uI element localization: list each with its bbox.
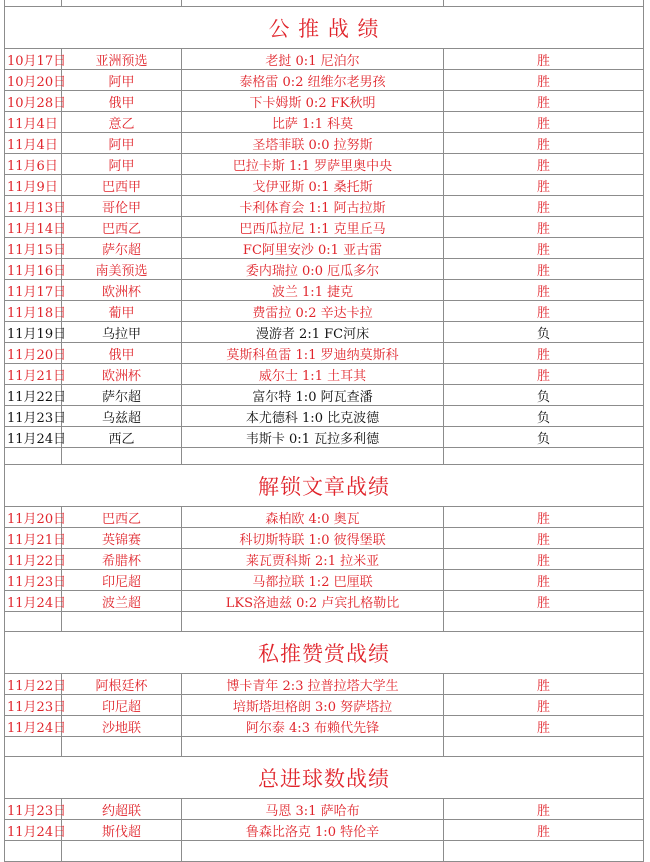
- match-cell: 森柏欧 4:0 奥瓦: [182, 507, 444, 527]
- empty-cell: [182, 736, 444, 756]
- match-cell: 费雷拉 0:2 辛达卡拉: [182, 301, 444, 321]
- league-cell: 斯伐超: [62, 820, 182, 840]
- result-cell: 胜: [444, 217, 644, 237]
- date-cell: 11月22日: [4, 674, 62, 694]
- result-cell: 胜: [444, 280, 644, 300]
- empty-cell: [444, 736, 644, 756]
- empty-cell: [62, 611, 182, 631]
- result-cell: 胜: [444, 154, 644, 174]
- section-title: 解锁文章战绩: [4, 465, 644, 507]
- table-row: [4, 528, 644, 549]
- table-row: [4, 91, 644, 112]
- result-cell: 胜: [444, 695, 644, 715]
- date-cell: 11月23日: [4, 406, 62, 426]
- section-title: 总进球数战绩: [4, 757, 644, 799]
- result-cell: 负: [444, 427, 644, 447]
- league-cell: 阿甲: [62, 154, 182, 174]
- result-cell: 胜: [444, 570, 644, 590]
- match-cell: 巴拉卡斯 1:1 罗萨里奥中央: [182, 154, 444, 174]
- date-cell: 11月21日: [4, 528, 62, 548]
- match-cell: 泰格雷 0:2 纽维尔老男孩: [182, 70, 444, 90]
- empty-cell: [4, 0, 62, 6]
- table-row: [4, 217, 644, 238]
- result-cell: 胜: [444, 799, 644, 819]
- date-cell: 11月23日: [4, 799, 62, 819]
- table-row: [4, 507, 644, 528]
- result-cell: 胜: [444, 674, 644, 694]
- table-row: [4, 70, 644, 91]
- empty-cell: [182, 611, 444, 631]
- table-row: [4, 549, 644, 570]
- result-cell: 胜: [444, 549, 644, 569]
- date-cell: 11月22日: [4, 385, 62, 405]
- league-cell: 西乙: [62, 427, 182, 447]
- league-cell: 欧洲杯: [62, 364, 182, 384]
- league-cell: 阿根廷杯: [62, 674, 182, 694]
- table-row: [4, 175, 644, 196]
- date-cell: 11月16日: [4, 259, 62, 279]
- league-cell: 葡甲: [62, 301, 182, 321]
- table-row: [4, 406, 644, 427]
- date-cell: 11月14日: [4, 217, 62, 237]
- league-cell: 波兰超: [62, 591, 182, 611]
- match-cell: 巴西瓜拉尼 1:1 克里丘马: [182, 217, 444, 237]
- date-cell: 11月24日: [4, 427, 62, 447]
- league-cell: 巴西乙: [62, 217, 182, 237]
- date-cell: 11月24日: [4, 716, 62, 736]
- match-cell: 韦斯卡 0:1 瓦拉多利德: [182, 427, 444, 447]
- table-row: [4, 301, 644, 322]
- empty-cell: [444, 611, 644, 631]
- date-cell: 11月15日: [4, 238, 62, 258]
- match-cell: 莫斯科鱼雷 1:1 罗迪纳莫斯科: [182, 343, 444, 363]
- table-row: [4, 820, 644, 841]
- result-cell: 胜: [444, 49, 644, 69]
- match-cell: 鲁森比洛克 1:0 特伦辛: [182, 820, 444, 840]
- table-row: [4, 112, 644, 133]
- league-cell: 约超联: [62, 799, 182, 819]
- table-row: [4, 322, 644, 343]
- match-cell: 委内瑞拉 0:0 厄瓜多尔: [182, 259, 444, 279]
- league-cell: 印尼超: [62, 570, 182, 590]
- league-cell: 巴西甲: [62, 175, 182, 195]
- result-cell: 负: [444, 406, 644, 426]
- league-cell: 阿甲: [62, 70, 182, 90]
- result-cell: 胜: [444, 196, 644, 216]
- blank-row: [4, 611, 644, 632]
- match-cell: 本尤德科 1:0 比克波德: [182, 406, 444, 426]
- date-cell: 11月20日: [4, 343, 62, 363]
- date-cell: 11月19日: [4, 322, 62, 342]
- match-cell: 博卡青年 2:3 拉普拉塔大学生: [182, 674, 444, 694]
- date-cell: 11月24日: [4, 820, 62, 840]
- table-row: [4, 570, 644, 591]
- date-cell: 11月4日: [4, 133, 62, 153]
- empty-cell: [182, 841, 444, 861]
- empty-cell: [62, 841, 182, 861]
- result-cell: 胜: [444, 133, 644, 153]
- result-cell: 胜: [444, 528, 644, 548]
- date-cell: 11月4日: [4, 112, 62, 132]
- table-row: [4, 364, 644, 385]
- date-cell: 11月6日: [4, 154, 62, 174]
- league-cell: 南美预选: [62, 259, 182, 279]
- result-cell: 负: [444, 385, 644, 405]
- match-cell: 老挝 0:1 尼泊尔: [182, 49, 444, 69]
- empty-cell: [182, 444, 444, 464]
- match-cell: 马恩 3:1 萨哈布: [182, 799, 444, 819]
- date-cell: 11月9日: [4, 175, 62, 195]
- empty-cell: [4, 841, 62, 861]
- date-cell: 10月20日: [4, 70, 62, 90]
- league-cell: 巴西乙: [62, 507, 182, 527]
- table-row: [4, 280, 644, 301]
- match-cell: 波兰 1:1 捷克: [182, 280, 444, 300]
- match-cell: 马都拉联 1:2 巴厘联: [182, 570, 444, 590]
- league-cell: 阿甲: [62, 133, 182, 153]
- date-cell: 11月13日: [4, 196, 62, 216]
- result-cell: 胜: [444, 364, 644, 384]
- match-cell: FC阿里安沙 0:1 亚古雷: [182, 238, 444, 258]
- match-cell: 下卡姆斯 0:2 FK秋明: [182, 91, 444, 111]
- empty-cell: [62, 444, 182, 464]
- empty-cell: [4, 736, 62, 756]
- table-row: [4, 674, 644, 695]
- table-row: [4, 49, 644, 70]
- match-cell: LKS洛迪兹 0:2 卢宾扎格勒比: [182, 591, 444, 611]
- empty-cell: [444, 444, 644, 464]
- league-cell: 希腊杯: [62, 549, 182, 569]
- table-row: [4, 154, 644, 175]
- date-cell: 11月23日: [4, 695, 62, 715]
- table-row: [4, 385, 644, 406]
- date-cell: 11月18日: [4, 301, 62, 321]
- blank-row: [4, 444, 644, 465]
- date-cell: 11月24日: [4, 591, 62, 611]
- date-cell: 11月22日: [4, 549, 62, 569]
- date-cell: 10月28日: [4, 91, 62, 111]
- cut-off-row: [4, 0, 644, 7]
- league-cell: 沙地联: [62, 716, 182, 736]
- table-row: [4, 799, 644, 820]
- blank-row: [4, 736, 644, 757]
- table-row: [4, 133, 644, 154]
- result-cell: 胜: [444, 112, 644, 132]
- empty-cell: [62, 0, 182, 6]
- match-cell: 卡利体育会 1:1 阿古拉斯: [182, 196, 444, 216]
- result-cell: 负: [444, 322, 644, 342]
- section-title: 公 推 战 绩: [4, 7, 644, 49]
- date-cell: 11月20日: [4, 507, 62, 527]
- result-cell: 胜: [444, 716, 644, 736]
- section-title: 私推赞赏战绩: [4, 632, 644, 674]
- empty-cell: [182, 0, 444, 6]
- league-cell: 印尼超: [62, 695, 182, 715]
- league-cell: 哥伦甲: [62, 196, 182, 216]
- result-cell: 胜: [444, 343, 644, 363]
- table-row: [4, 343, 644, 364]
- league-cell: 英锦赛: [62, 528, 182, 548]
- result-cell: 胜: [444, 301, 644, 321]
- match-cell: 培斯塔坦格朗 3:0 努萨塔拉: [182, 695, 444, 715]
- match-cell: 比萨 1:1 科莫: [182, 112, 444, 132]
- table-row: [4, 238, 644, 259]
- league-cell: 萨尔超: [62, 385, 182, 405]
- league-cell: 俄甲: [62, 343, 182, 363]
- match-cell: 莱瓦贾科斯 2:1 拉米亚: [182, 549, 444, 569]
- result-cell: 胜: [444, 259, 644, 279]
- league-cell: 萨尔超: [62, 238, 182, 258]
- match-cell: 漫游者 2:1 FC河床: [182, 322, 444, 342]
- table-row: [4, 591, 644, 612]
- league-cell: 乌兹超: [62, 406, 182, 426]
- match-cell: 富尔特 1:0 阿瓦查潘: [182, 385, 444, 405]
- date-cell: 10月17日: [4, 49, 62, 69]
- date-cell: 11月17日: [4, 280, 62, 300]
- table-row: [4, 716, 644, 737]
- empty-cell: [444, 841, 644, 861]
- table-row: [4, 196, 644, 217]
- match-cell: 科切斯特联 1:0 彼得堡联: [182, 528, 444, 548]
- empty-cell: [4, 611, 62, 631]
- empty-cell: [62, 736, 182, 756]
- result-cell: 胜: [444, 91, 644, 111]
- match-cell: 圣塔菲联 0:0 拉努斯: [182, 133, 444, 153]
- date-cell: 11月23日: [4, 570, 62, 590]
- league-cell: 欧洲杯: [62, 280, 182, 300]
- result-cell: 胜: [444, 175, 644, 195]
- result-cell: 胜: [444, 507, 644, 527]
- empty-cell: [444, 0, 644, 6]
- table-row: [4, 695, 644, 716]
- league-cell: 乌拉甲: [62, 322, 182, 342]
- table-row: [4, 259, 644, 280]
- date-cell: 11月21日: [4, 364, 62, 384]
- match-cell: 戈伊亚斯 0:1 桑托斯: [182, 175, 444, 195]
- result-cell: 胜: [444, 70, 644, 90]
- match-cell: 阿尔泰 4:3 布赖代先锋: [182, 716, 444, 736]
- league-cell: 意乙: [62, 112, 182, 132]
- empty-cell: [4, 444, 62, 464]
- result-cell: 胜: [444, 591, 644, 611]
- result-cell: 胜: [444, 238, 644, 258]
- league-cell: 俄甲: [62, 91, 182, 111]
- league-cell: 亚洲预选: [62, 49, 182, 69]
- match-cell: 威尔士 1:1 土耳其: [182, 364, 444, 384]
- result-cell: 胜: [444, 820, 644, 840]
- blank-row: [4, 841, 644, 862]
